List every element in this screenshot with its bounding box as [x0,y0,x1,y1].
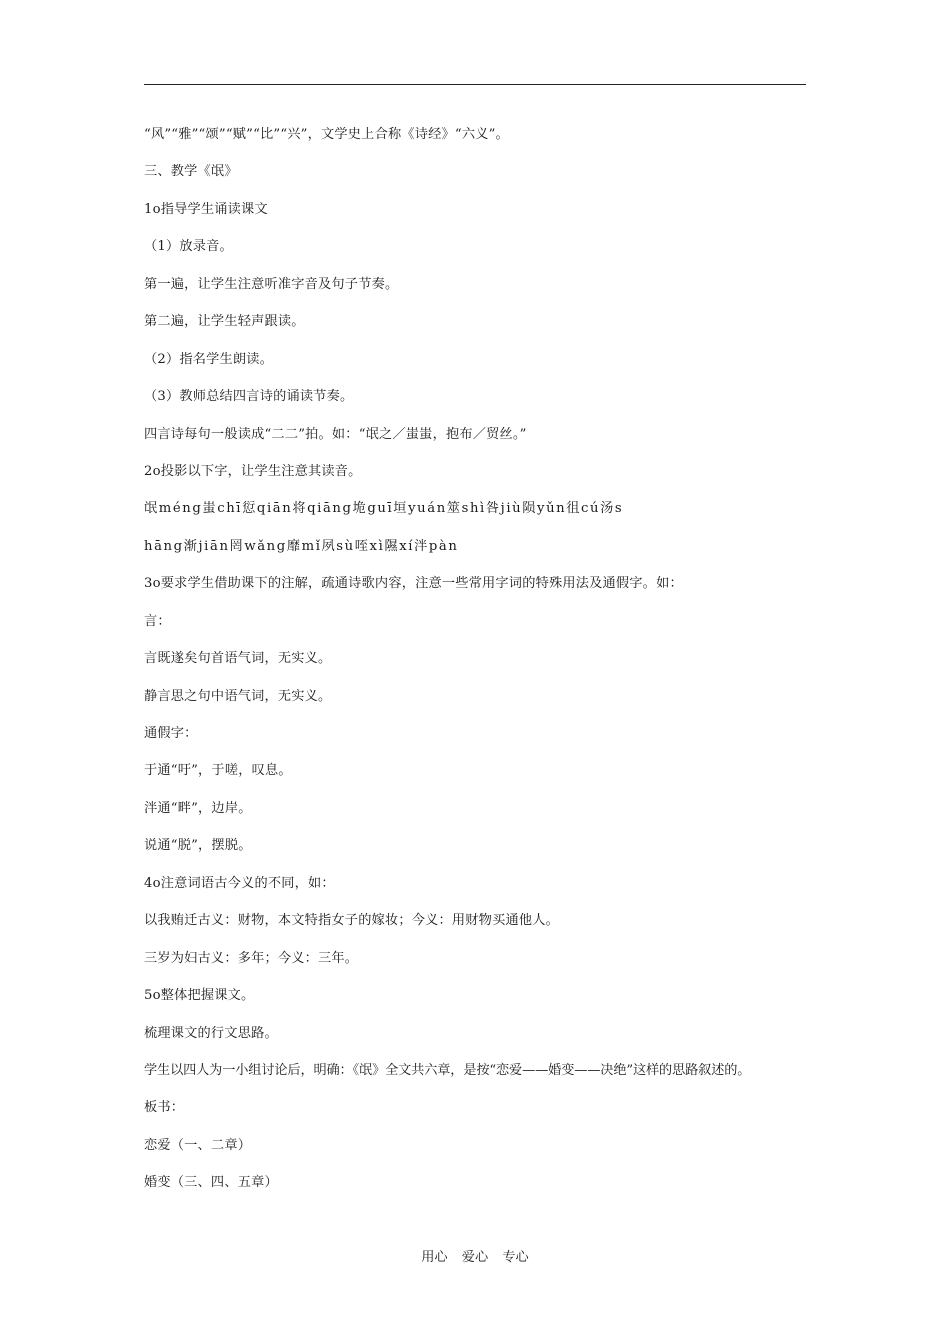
text-line: （2）指名学生朗读。 [144,351,274,367]
step-heading: 3o要求学生借助课下的注解，疏通诗歌内容，注意一些常用字词的特殊用法及通假字。如： [144,576,683,592]
text-line: 泮通“畔”，边岸。 [144,800,252,816]
step-heading: 2o投影以下字，让学生注意其读音。 [144,463,362,479]
text-line: 恋爱（一、二章） [144,1137,252,1153]
text-line: 三岁为妇古义：多年；今义：三年。 [144,950,359,966]
page-footer [0,1246,950,1270]
text-line: 言既遂矣句首语气词，无实义。 [144,651,332,667]
text-line: 以我贿迁古义：财物，本文特指女子的嫁妆；今义：用财物买通他人。 [144,913,560,929]
text-line: 第一遍，让学生注意听准字音及句子节奏。 [144,276,399,292]
text-line: 婚变（三、四、五章） [144,1175,278,1191]
pinyin-line: hāng渐jiān罔wǎng靡mǐ夙sù咥xì隰xí泮pàn [144,538,459,554]
step-heading: 1o指导学生诵读课文 [144,201,268,217]
text-line: （3）教师总结四言诗的诵读节奏。 [144,389,354,405]
text-line: 言： [144,613,171,629]
step-heading: 4o注意词语古今义的不同，如： [144,875,335,891]
text-line: 学生以四人为一小组讨论后，明确：《氓》全文共六章，是按“恋爱——婚变——决绝”这样的思路叙述的。 [144,1062,751,1078]
text-line: （1）放录音。 [144,239,233,255]
text-line: 说通“脱”，摆脱。 [144,838,252,854]
text-line: 四言诗每句一般读成“二二”拍。如：“氓之／蚩蚩，抱布／贸丝。” [144,426,527,442]
header-rule [144,84,806,85]
document-body [144,123,814,1209]
text-line: 板书： [144,1100,185,1116]
text-line: 静言思之句中语气词，无实义。 [144,688,332,704]
text-line: 第二遍，让学生轻声跟读。 [144,314,305,330]
text-line: 于通“吁”，于嗟，叹息。 [144,763,292,779]
text-line: 通假字： [144,726,198,741]
text-line: “风”“雅”“颂”“赋”“比”“兴”，文学史上合称《诗经》“六义”。 [144,127,509,142]
footer-text: 用心 爱心 专心 [421,1250,529,1265]
text-line: 梳理课文的行文思路。 [144,1025,278,1041]
section-heading: 三、教学《氓》 [144,164,238,180]
pinyin-line: 氓méng蚩chī愆qiān将qiāng垝guī垣yuán筮shì咎jiù陨yǔn徂cú汤s [144,501,624,517]
step-heading: 5o整体把握课文。 [144,988,255,1004]
